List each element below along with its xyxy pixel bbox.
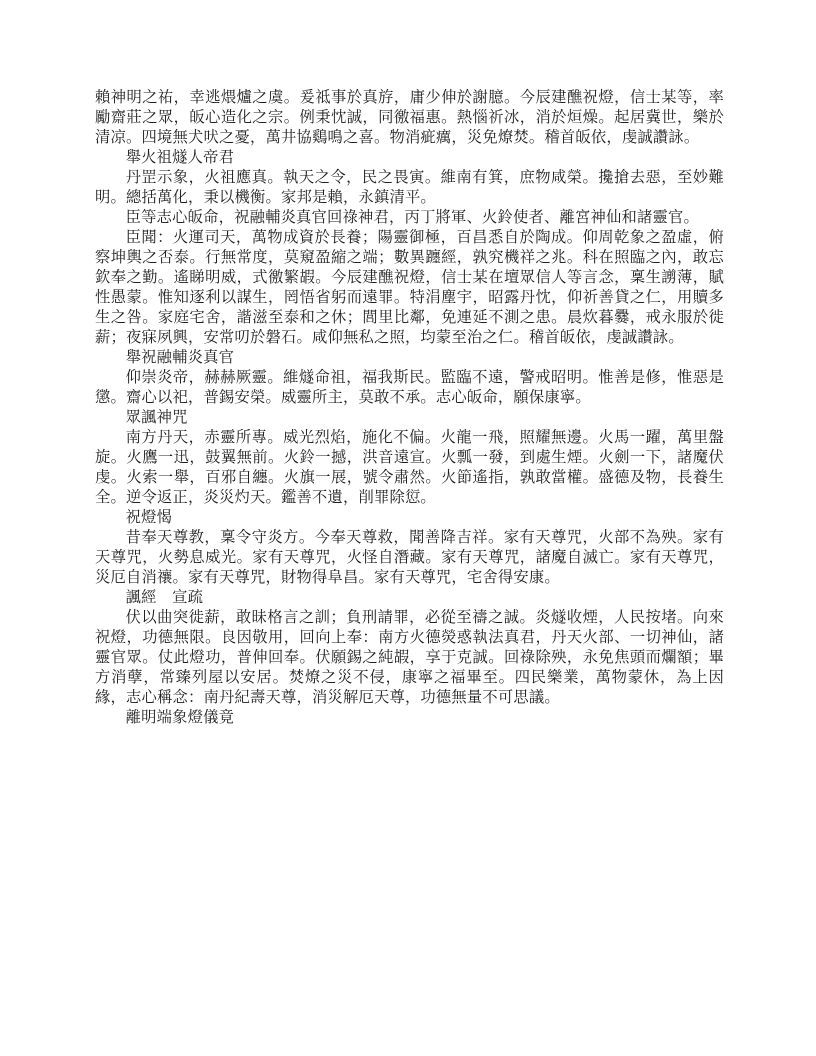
section-heading-scripture-memorial: 諷經 宣疏	[125, 589, 204, 606]
paragraph: 昔奉天尊教，稟令守炎方。今奉天尊救，聞善降吉祥。家有天尊咒，火部不為殃。家有天尊咒，火勢息威光。家有天尊咒，火怪自潛藏。家有天尊咒，諸魔自滅亡。家有天尊咒，災厄自消禳。家有天尊咒，財物得阜昌。家有天尊咒，宅舍得安康。	[95, 529, 724, 586]
paragraph: 臣聞：火運司天，萬物成資於長養；陽靈御極，百昌悉自於陶成。仰周乾象之盈虛，俯察坤輿之否泰。行無常度，莫窺盈縮之端；數異躔經，孰究機祥之兆。科在照臨之內，敢忘欽奉之勤。遙睇明威，式徼繁嘏。今辰建醮祝燈，信士某在壇眾信人等言念，稟生謭薄，賦性愚蒙。惟知逐利以謀生，罔悟省躬而遠罪。特涓塵宇，昭露丹忱，仰祈善貸之仁，用贖多生之咎。家庭宅舍，諧滋至泰和之休；閭里比鄰，免連延不測之患。晨炊暮爨，戒永服於徙薪；夜寐夙興，安常叨於磐石。咸仰無私之照，均蒙至治之仁。稽首皈依，虔誠讚詠。	[95, 229, 724, 346]
section-heading-fire-ancestor: 舉火祖燧人帝君	[125, 149, 235, 166]
paragraph-continuation: 賴神明之祐，幸逃煨爐之虞。爰祗事於真斿，庸少伸於謝臆。今辰建醮祝燈，信士某等，率勵齋莊之眾，皈心造化之宗。例秉忱誠，同徼福惠。熱惱祈冰，消於烜燥。起居冀世，樂於清凉。四境無犬吠之憂，萬井協鷄鳴之喜。物消疵癘，災免燎焚。稽首皈依，虔誠讚詠。	[95, 89, 724, 146]
section-heading-lamp-gatha: 祝燈愒	[125, 509, 173, 526]
closing-line: 離明端象燈儀竟	[125, 709, 235, 726]
paragraph: 伏以曲突徙薪，敢昧格言之訓；負刑請罪，必從至禱之誠。炎燧收煙，人民按堵。向來祝燈，功德無限。良因敬用，回向上奉：南方火德熒惑執法真君，丹天火部、一切神仙，諸靈官眾。仗此燈功，普伸回奉。伏願錫之純嘏，享于克誠。回祿除殃，永免焦頭而爛額；畢方消孽，常臻列屋以安居。焚燎之災不侵，康寧之福畢至。四民樂業，萬物蒙休，為上因緣，志心稱念：南丹紀壽天尊，消災解厄天尊，功德無量不可思議。	[95, 609, 724, 706]
paragraph: 丹罡示象，火祖應真。執天之令，民之畏寅。維南有箕，庶物咸榮。攙搶去惡，至妙難明。總括萬化，秉以機衡。家邦是賴，永鎮清平。	[95, 169, 724, 206]
text-block	[95, 88, 724, 728]
section-heading-incantation: 眾諷神咒	[125, 409, 188, 426]
paragraph: 南方丹天，赤靈所專。威光烈焰，施化不偏。火龍一飛，照耀無邊。火馬一躍，萬里盤旋。火鷹一迅，鼓翼無前。火鈴一撼，洪音遠宣。火瓢一發，到處生煙。火劍一下，諸魔伏虔。火索一舉，百邪自纏。火旗一展，號令肅然。火節遙指，孰敢當權。盛德及物，長養生全。逆令返正，炎災灼天。鑑善不遺，削罪除愆。	[95, 429, 724, 506]
paragraph: 臣等志心皈命，祝融輔炎真官回祿神君，丙丁將軍、火鈴使者、離宮神仙和諸靈官。	[125, 209, 699, 226]
section-heading-zhurong: 舉祝融輔炎真官	[125, 349, 235, 366]
paragraph: 仰崇炎帝，赫赫厥靈。維燧命祖，福我斯民。監臨不遠，警戒昭明。惟善是修，惟惡是懲。齋心以祀，普錫安榮。威靈所主，莫敢不承。志心皈命，願保康寧。	[95, 369, 724, 406]
